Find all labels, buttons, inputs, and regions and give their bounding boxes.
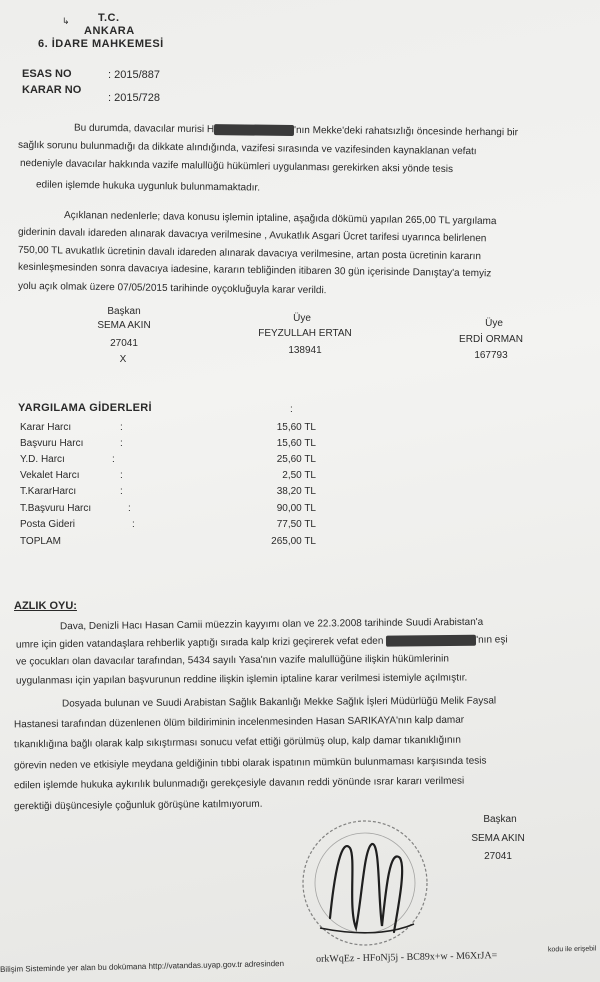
cost-separator: : bbox=[112, 454, 115, 465]
text-segment: 'nın eşi bbox=[476, 634, 508, 646]
cost-label: Başvuru Harcı bbox=[20, 438, 84, 449]
cost-label: Vekalet Harcı bbox=[20, 470, 80, 481]
paragraph-2-line-4: kesinleşmesinden sonra davacıya iadesine, kararın tebliğinden itibaren 30 gün içerisinde Danıştay'a temyiz bbox=[17, 261, 492, 280]
cost-separator: : bbox=[120, 470, 123, 481]
header-arrow-mark: ↳ bbox=[62, 16, 70, 26]
dissent-line-3: ve çocukları olan davacılar tarafından, 5434 sayılı Yasa'nın vazife malullüğüne ilişkin hükümlerinin bbox=[15, 653, 449, 668]
paragraph-1-line-4: edilen işlemde hukuka uygunluk bulunmamaktadır. bbox=[35, 179, 261, 194]
cost-value: 77,50 TL bbox=[276, 519, 316, 530]
cost-value: 15,60 TL bbox=[276, 422, 316, 433]
cost-separator: : bbox=[128, 503, 131, 514]
baskan-mark: X bbox=[119, 354, 127, 365]
text-segment: 'nın Mekke'deki rahatsızlığı öncesinde herhangi bir bbox=[294, 124, 519, 139]
footer-text: Bilişim Sisteminde yer alan bu dokümana http://vatandas.uyap.gov.tr adresinden bbox=[0, 959, 285, 974]
dissent-sign-number: 27041 bbox=[484, 851, 512, 862]
cost-value: 2,50 TL bbox=[282, 470, 316, 481]
dissent-title: AZLIK OYU: bbox=[14, 600, 77, 612]
paragraph-2-line-5: yolu açık olmak üzere 07/05/2015 tarihinde oyçokluğuyla karar verildi. bbox=[17, 280, 327, 297]
dissent-sign-title: Başkan bbox=[483, 814, 517, 825]
cost-value: 25,60 TL bbox=[276, 454, 316, 465]
karar-label: KARAR NO bbox=[22, 84, 82, 96]
baskan-title: Başkan bbox=[107, 306, 141, 317]
header-city: ANKARA bbox=[84, 25, 135, 37]
text-segment: umre için giden vatandaşlara rehberlik yaptığı sırada kalp krizi geçirerek vefat eden bbox=[15, 635, 384, 651]
paragraph-2-line-3: 750,00 TL avukatlık ücretinin davalı idareden alınarak davacıya verilmesine, artan posta ücretinin kararın bbox=[17, 244, 482, 263]
dissent-line-6: Hastanesi tarafından düzenlenen ölüm bildiriminin incelenmesinden Hasan SARIKAYA'nın kalp damar bbox=[13, 714, 465, 731]
dissent-line-1: Dava, Denizli Hacı Hasan Camii müezzin kayyımı olan ve 22.3.2008 tarihinde Suudi Arabistan'a bbox=[59, 616, 484, 633]
costs-title: YARGILAMA GİDERLERİ bbox=[18, 402, 152, 414]
text-segment: Bu durumda, davacılar murisi H bbox=[73, 122, 215, 136]
uye1-number: 138941 bbox=[288, 345, 322, 356]
baskan-name: SEMA AKIN bbox=[97, 320, 151, 331]
cost-separator: : bbox=[120, 422, 123, 433]
header-court: 6. İDARE MAHKEMESİ bbox=[38, 38, 164, 50]
esas-label: ESAS NO bbox=[22, 68, 72, 80]
dissent-sign-name: SEMA AKIN bbox=[471, 833, 525, 844]
uye2-name: ERDİ ORMAN bbox=[459, 334, 523, 345]
header-tc: T.C. bbox=[98, 12, 120, 24]
redaction-block bbox=[386, 635, 476, 647]
cost-label: T.KararHarcı bbox=[20, 486, 77, 497]
esas-value: : 2015/887 bbox=[108, 69, 160, 81]
paragraph-2-line-1: Açıklanan nedenlerle; dava konusu işlemin iptaline, aşağıda dökümü yapılan 265,00 TL yargılama bbox=[63, 209, 497, 228]
uye2-number: 167793 bbox=[474, 350, 508, 361]
paragraph-2-line-2: giderinin davalı idareden alınarak davacıya verilmesine , Avukatlık Asgari Ücret tarifesi uyarınca belirlenen bbox=[17, 226, 487, 245]
cost-value: 38,20 TL bbox=[276, 486, 316, 497]
redaction-block bbox=[214, 124, 294, 136]
cost-label: Karar Harcı bbox=[20, 422, 72, 433]
paragraph-1-line-3: nedeniyle davacılar hakkında vazife malullüğü hükümleri uygulanması gerekirken aksi yönde tesis bbox=[19, 157, 454, 176]
cost-separator: : bbox=[132, 519, 135, 530]
uye1-name: FEYZULLAH ERTAN bbox=[258, 328, 352, 339]
karar-value: : 2015/728 bbox=[108, 92, 160, 104]
dissent-line-7: tıkanıklığına bağlı olarak kalp sıkıştırması sonucu vefat ettiği görülmüş olup, kalp damar tıkanıklığının bbox=[13, 734, 461, 751]
cost-label: Y.D. Harcı bbox=[20, 454, 65, 465]
paragraph-1-line-1 bbox=[74, 122, 518, 141]
dissent-line-4: uygulanması için yapılan başvurunun reddine ilişkin işlemin iptaline karar verilmesi istemiyle açılmıştır. bbox=[15, 672, 468, 687]
baskan-number: 27041 bbox=[110, 338, 138, 349]
cost-separator: : bbox=[120, 486, 123, 497]
footer-code: orkWqEz - HFoNj5j - BC89x+w - M6XrJA= bbox=[315, 950, 498, 965]
dissent-line-9: edilen işlemde hukuka aykırılık bulunmadığı gerekçesiyle davanın reddi yönünde ısrar kararı verilmesi bbox=[13, 775, 465, 792]
dissent-line-10: gerektiği düşüncesiyle çoğunluk görüşüne katılmıyorum. bbox=[13, 798, 263, 813]
dissent-line-2 bbox=[16, 633, 508, 652]
cost-separator: : bbox=[120, 438, 123, 449]
dissent-line-5: Dosyada bulunan ve Suudi Arabistan Sağlık Bakanlığı Mekke Sağlık İşleri Müdürlüğü Melik Faysal bbox=[61, 695, 497, 710]
paragraph-1-line-2: sağlık sorunu bulunmadığı da dikkate alındığında, vazifesi sırasında ve vazifesinden kaynaklanan vefatı bbox=[17, 139, 477, 158]
uye2-title: Üye bbox=[485, 318, 503, 329]
uye1-title: Üye bbox=[293, 313, 311, 324]
cost-value: 265,00 TL bbox=[271, 536, 316, 547]
cost-value: 90,00 TL bbox=[276, 503, 316, 514]
court-stamp-signature bbox=[290, 808, 440, 958]
dissent-line-8: görevin neden ve etkisiyle meydana geldiğinin tıbbi olarak ispatının mümkün bulunmaması karşısında tesis bbox=[13, 755, 487, 772]
cost-label: TOPLAM bbox=[20, 536, 61, 547]
cost-label: Posta Gideri bbox=[20, 519, 76, 530]
footer-tail: kodu ile erişebil bbox=[547, 945, 597, 954]
cost-label: T.Başvuru Harcı bbox=[20, 503, 92, 514]
cost-value: 15,60 TL bbox=[276, 438, 316, 449]
costs-colon-mark: : bbox=[290, 404, 293, 415]
